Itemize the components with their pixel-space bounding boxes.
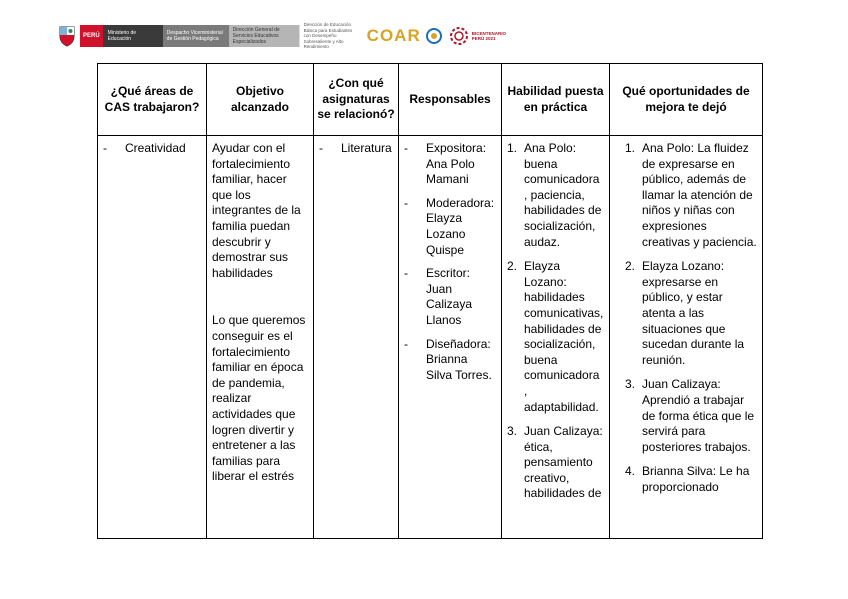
ministerio-label: Ministerio de Educación [103,25,163,47]
list-item: - Creatividad [103,141,201,157]
coar-logo-text: COAR [366,26,421,45]
peru-coat-of-arms-icon [58,25,76,47]
objetivo-paragraph: Ayudar con el fortalecimiento familiar, hacer que los integrantes de la familia puedan descubrir y demostrar sus habilidades [212,141,301,280]
direccion-basica-label: Dirección de Educación Básica para Estudiantes con Desempeño Sobresaliente y Alto Rendimiento [299,25,361,47]
table-header-row [98,64,763,136]
list-item: 2. Elayza Lozano: expresarse en público, y estar atenta a las situaciones que sucedan durante la reunión. [625,259,745,367]
despacho-label: Despacho Viceministerial de Gestión Pedagógica [163,25,229,47]
list-item: - Escritor: Juan Calizaya Llanos [404,266,496,328]
coar-logo [367,26,443,46]
list-item: 1. Ana Polo: La fluidez de expresarse en público, además de llamar la atención de niños y niñas con expresiones creativas y paciencia. [625,141,757,249]
cas-table [97,63,763,539]
header-areas: ¿Qué áreas de CAS trabajaron? [98,64,207,136]
bicentenario-logo [449,26,516,46]
list-item: 3. Juan Calizaya: Aprendió a trabajar de forma ética que le servirá para posteriores trabajos. [625,377,755,454]
coar-emblem-icon [425,26,443,46]
peru-label: PERÚ [80,25,103,47]
bicentenario-emblem-icon [449,26,469,46]
cell-areas [98,136,207,539]
list-item: 1. Ana Polo: buena comunicadora , paciencia, habilidades de socialización, audaz. [507,141,602,249]
direccion-general-label: Dirección General de Servicios Educativos Especializados [229,25,299,47]
list-item: - Moderadora: Elayza Lozano Quispe [404,196,496,258]
list-item: - Literatura [319,141,393,157]
header-logos [58,22,516,50]
cell-habilidades [502,136,610,539]
header-responsables: Responsables [399,64,502,136]
cell-objetivo [207,136,314,539]
list-item: - Diseñadora: Brianna Silva Torres. [404,337,496,384]
list-item: 4. Brianna Silva: Le ha proporcionado [625,464,750,494]
list-item: 3. Juan Calizaya: ética, pensamiento creativo, habilidades de [507,424,603,501]
header-objetivo: Objetivo alcanzado [207,64,314,136]
header-oportunidades: Qué oportunidades de mejora te dejó [610,64,763,136]
bicentenario-text: BICENTENARIO PERÚ 2021 [471,30,506,41]
cell-asignaturas [314,136,399,539]
table-row [98,136,763,539]
list-item: 2. Elayza Lozano: habilidades comunicativas, habilidades de socialización, buena comunicadora , adaptabilidad. [507,259,604,414]
objetivo-paragraph: Lo que queremos conseguir es el fortalecimiento familiar en época de pandemia, realizar actividades que logren divertir y entretener a las familias para liberar el estrés [212,313,306,484]
cell-responsables [399,136,502,539]
cell-oportunidades [610,136,763,539]
header-asignaturas: ¿Con qué asignaturas se relacionó? [314,64,399,136]
list-item: - Expositora: Ana Polo Mamani [404,141,496,188]
header-habilidad: Habilidad puesta en práctica [502,64,610,136]
